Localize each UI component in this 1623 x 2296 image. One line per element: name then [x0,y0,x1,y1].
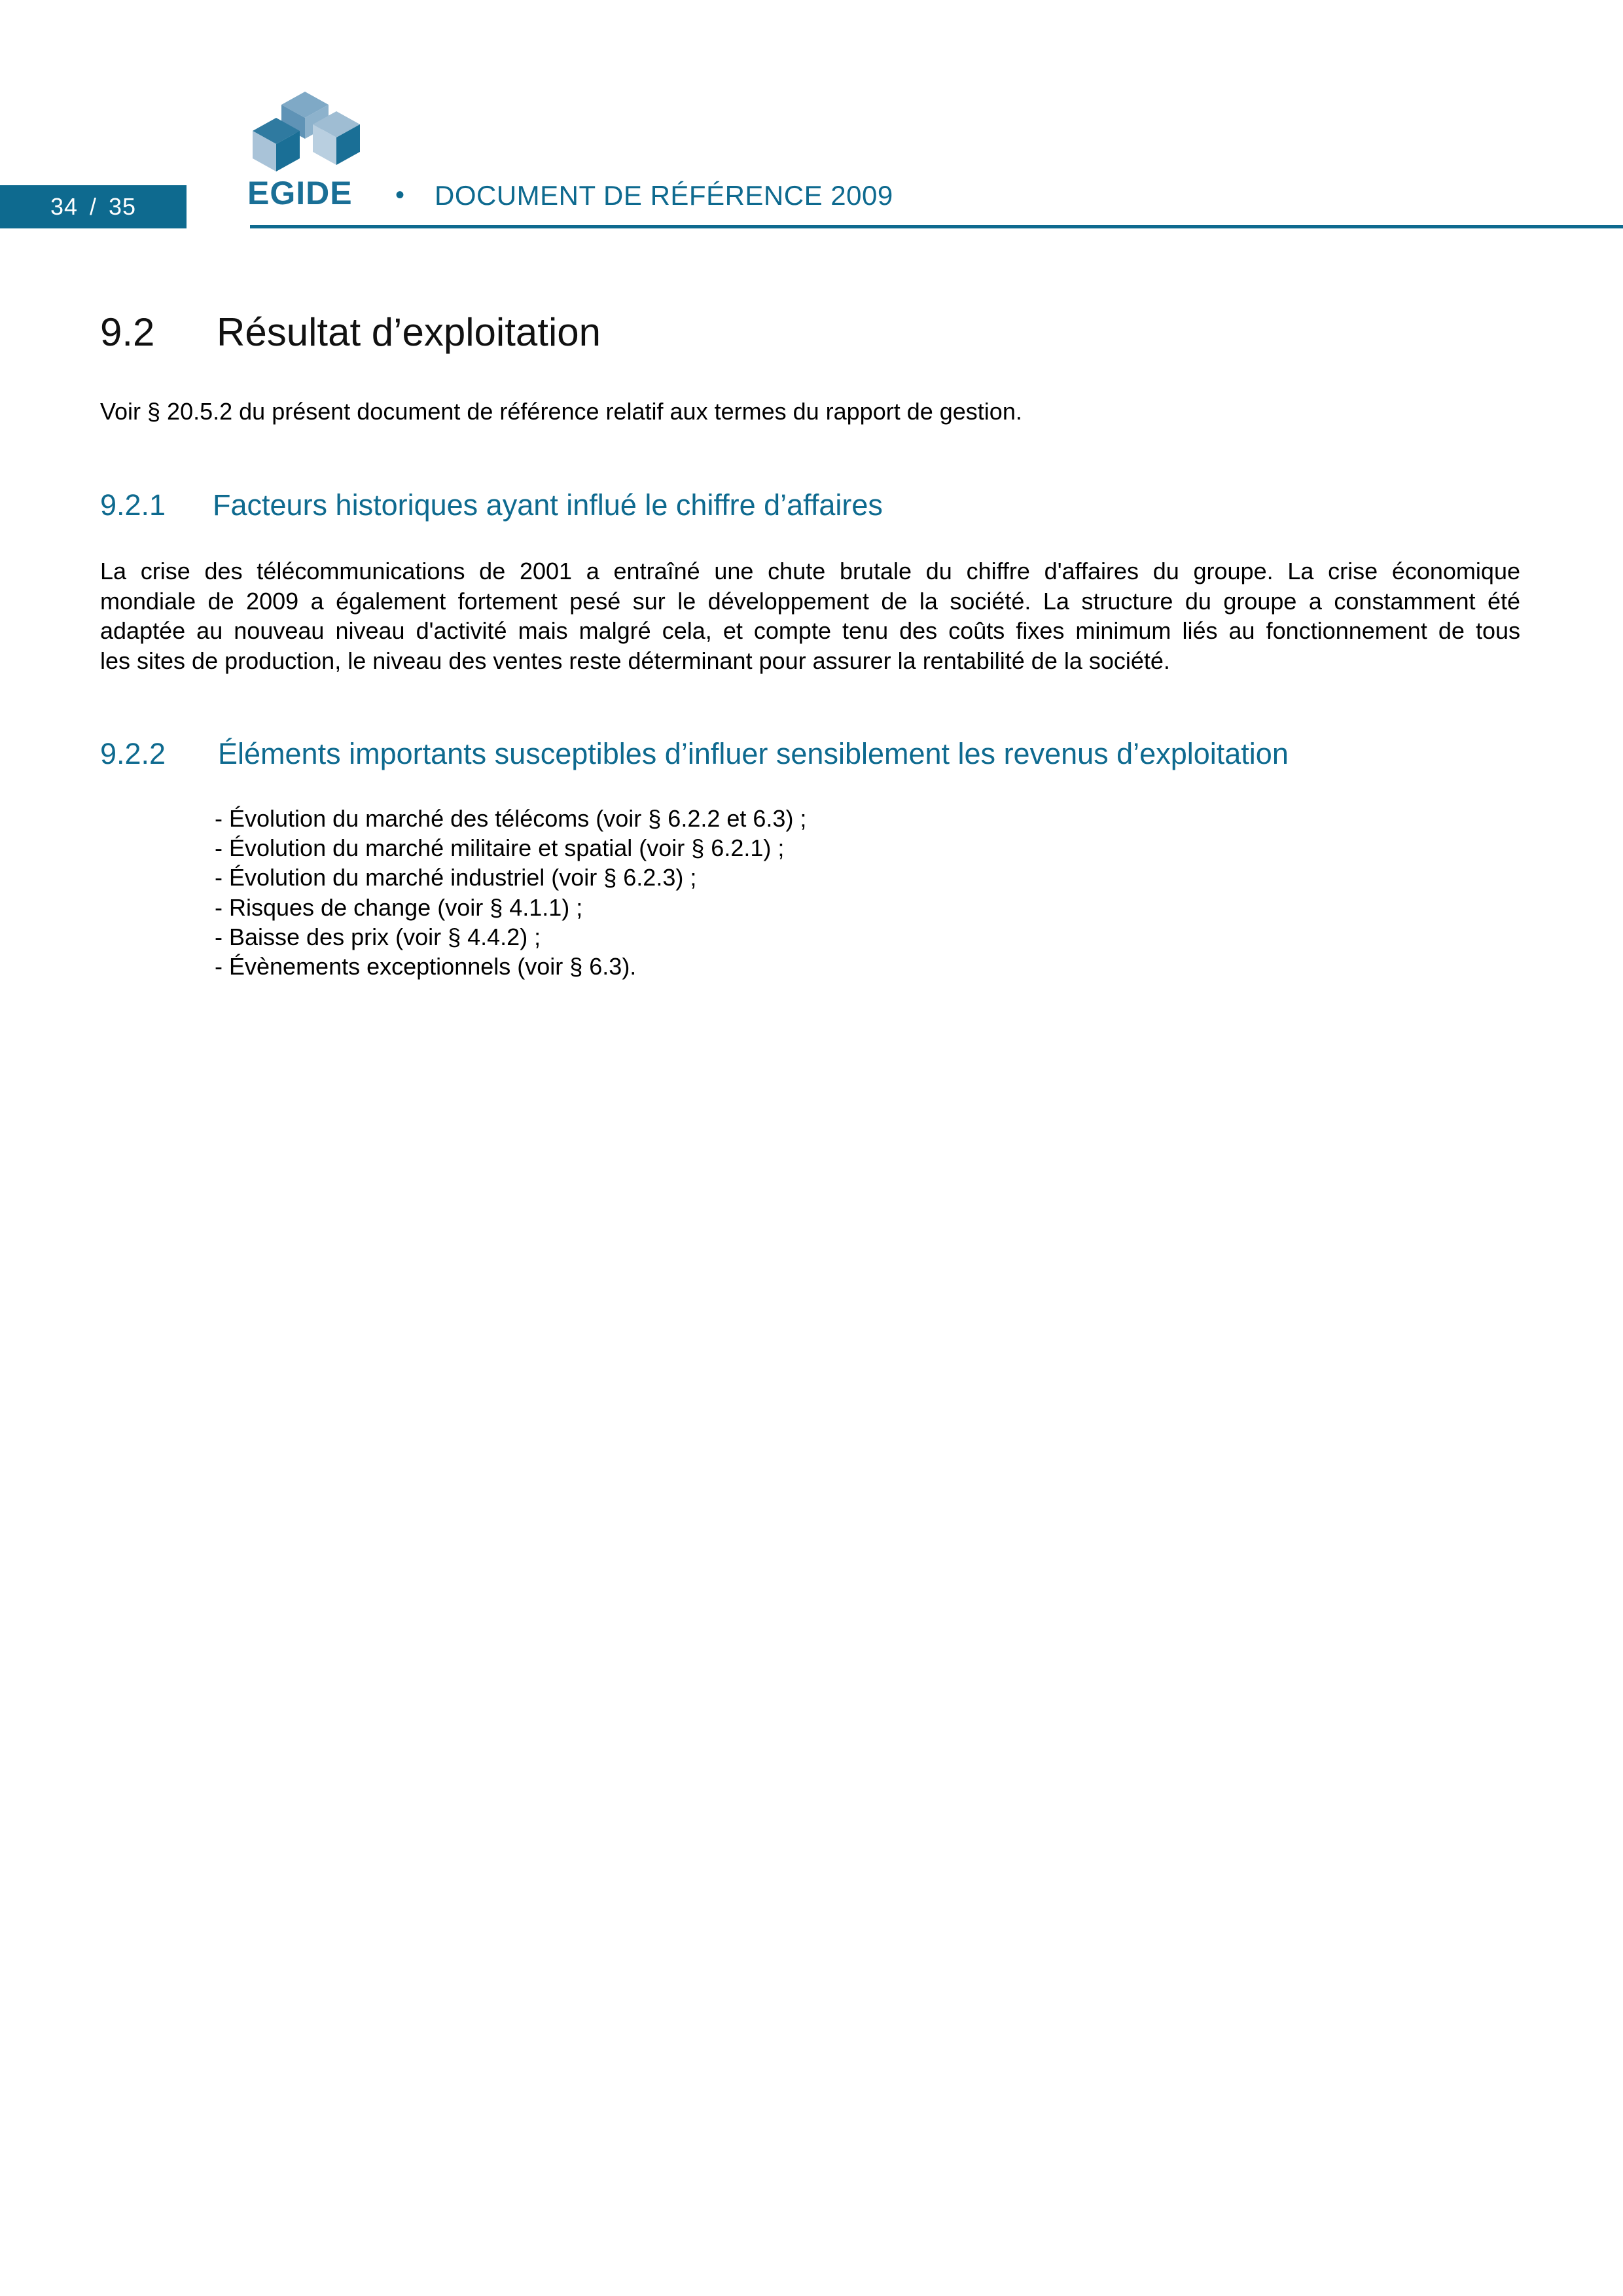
document-title: DOCUMENT DE RÉFÉRENCE 2009 [435,180,893,211]
egide-cubes-icon [247,85,365,209]
list-item: - Évolution du marché industriel (voir § 6.2.3) ; [215,864,697,891]
paragraph-line: mondiale de 2009 a également fortement pesé sur le développement de la société. La structure du groupe a constamment été [100,587,1520,615]
page-total: 35 [109,193,137,220]
page-separator: / [89,193,97,220]
section-intro: Voir § 20.5.2 du présent document de référence relatif aux termes du rapport de gestion. [100,398,1022,425]
page-current: 34 [50,193,78,220]
section-heading [100,308,601,357]
list-item: - Baisse des prix (voir § 4.4.2) ; [215,923,541,950]
egide-logo [247,85,365,209]
egide-wordmark: EGIDE [247,175,353,209]
paragraph-line: les sites de production, le niveau des ventes reste déterminant pour assurer la rentabilité de la société. [100,647,1170,674]
list-item: - Évènements exceptionnels (voir § 6.3). [215,953,637,980]
subsection-title-1: Facteurs historiques ayant influé le chiffre d’affaires [213,488,883,522]
subsection-title-2: Éléments importants susceptibles d’influer sensiblement les revenus d’exploitation [218,737,1289,770]
paragraph-line: La crise des télécommunications de 2001 a entraîné une chute brutale du chiffre d'affaires du groupe. La crise économique [100,558,1520,584]
factors-list [215,804,806,981]
list-item: - Évolution du marché militaire et spatial (voir § 6.2.1) ; [215,834,785,862]
list-item: - Risques de change (voir § 4.1.1) ; [215,893,583,921]
subsection-number-1: 9.2.1 [100,488,166,522]
page-number-badge [0,185,187,228]
subsection-heading-1 [100,486,883,525]
subsection-heading-2 [100,734,1289,774]
section-title: Résultat d’exploitation [217,310,601,354]
paragraph-line: adaptée au nouveau niveau d'activité mais malgré cela, et compte tenu des coûts fixes minimum liés au fonctionnement de tous [100,617,1520,644]
list-item: - Évolution du marché des télécoms (voir § 6.2.2 et 6.3) ; [215,805,807,832]
section-number: 9.2 [100,310,155,354]
header-bullet: • [395,181,405,209]
subsection-paragraph-1 [100,556,1520,675]
header-divider [250,225,1623,228]
subsection-number-2: 9.2.2 [100,737,166,770]
